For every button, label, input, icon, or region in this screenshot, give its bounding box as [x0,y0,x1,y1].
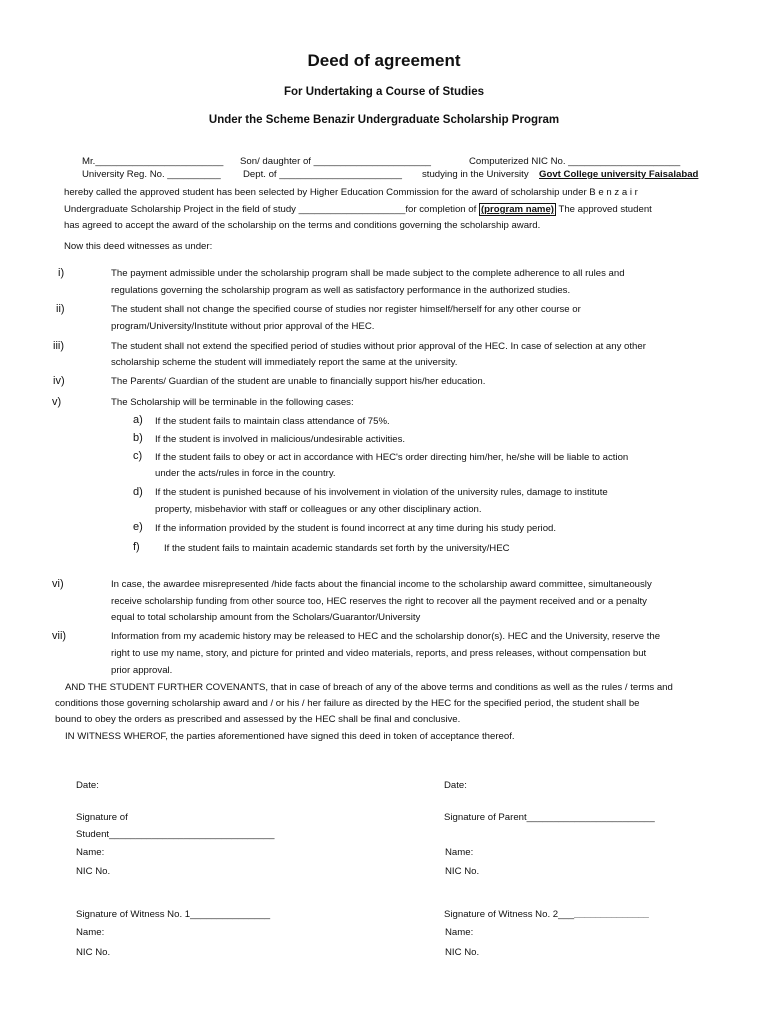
subitem-b-line-1: If the student is involved in malicious/undesirable activities. [155,434,406,445]
witness-2-label: Signature of Witness No. 2___ [444,909,575,920]
item-i-line-1: The payment admissible under the scholarship program shall be made subject to the complete adherence to all rules and [111,268,625,279]
item-ii-line-2: program/University/Institute without prior approval of the HEC. [111,321,375,332]
subitem-e-line-1: If the information provided by the student is found incorrect at any time during his study period. [155,523,557,534]
intro-line-2b: The approved student [555,204,652,215]
item-number-i: i) [58,267,65,279]
witness-2-underline: ______________ [574,909,649,920]
name-right-2: Name: [445,927,474,938]
subitem-letter-b: b) [133,432,143,444]
item-vii-line-1: Information from my academic history may be released to HEC and the scholarship donor(s). HEC and the University, reserve the [111,631,661,642]
nic-right-2: NIC No. [445,947,480,958]
nic-right-1: NIC No. [445,866,480,877]
covenant-line-4: IN WITNESS WHEROF, the parties aforementioned have signed this deed in token of acceptance thereof. [65,731,515,742]
nic-left-2: NIC No. [76,947,111,958]
subitem-a-line-1: If the student fails to maintain class attendance of 75%. [155,416,390,427]
item-vii-line-3: prior approval. [111,665,173,676]
subitem-letter-f: f) [133,541,140,553]
item-iii-line-2: scholarship scheme the student will immediately report the same at the university. [111,357,458,368]
reg-no-field: University Reg. No. __________ [82,169,221,180]
signature-parent-line: Signature of Parent________________________ [444,812,655,823]
item-number-ii: ii) [56,303,65,315]
signature-student-line: Student_______________________________ [76,829,275,840]
intro-line-1: hereby called the approved student has been selected by Higher Education Commission for the award of scholarship under B e n z a i r [64,187,638,198]
subitem-c-line-1: If the student fails to obey or act in accordance with HEC's order directing him/her, he/she will be liable to action [155,452,629,463]
covenant-line-3: bound to obey the orders as prescribed and assessed by the HEC shall be final and conclusive. [55,714,461,725]
item-iii-line-1: The student shall not extend the specified period of studies without prior approval of the HEC. In case of selection at any other [111,341,646,352]
item-number-vii: vii) [52,630,67,642]
covenant-line-1: AND THE STUDENT FURTHER COVENANTS, that in case of breach of any of the above terms and conditions as well as the rules / terms and [65,682,673,693]
document-subtitle-scheme: Under the Scheme Benazir Undergraduate Scholarship Program [208,114,560,126]
subitem-letter-d: d) [133,486,143,498]
document-subtitle-course: For Undertaking a Course of Studies [284,86,484,98]
subitem-letter-c: c) [133,450,143,462]
signature-student-label: Signature of [76,812,128,823]
intro-line-2a: Undergraduate Scholarship Project in the field of study ____________________for completion of [64,204,479,215]
subitem-c-line-2: under the acts/rules in force in the country. [155,468,336,479]
item-vi-line-3: equal to total scholarship amount from the Scholars/Guarantor/University [111,612,421,623]
covenant-line-2: conditions those governing scholarship award and / or his / her failure as directed by the HEC for the specified period, the student shall be [55,698,640,709]
item-number-iv: iv) [53,375,65,387]
subitem-letter-a: a) [133,414,143,426]
name-right-1: Name: [445,847,474,858]
subitem-letter-e: e) [133,521,143,533]
subitem-f-line-1: If the student fails to maintain academic standards set forth by the university/HEC [164,543,510,554]
subitem-d-line-1: If the student is punished because of his involvement in violation of the university rules, damage to institute [155,487,608,498]
item-vi-line-1: In case, the awardee misrepresented /hide facts about the financial income to the scholarship award committee, simultaneously [111,579,652,590]
witness-2-line [444,909,649,921]
witness-intro: Now this deed witnesses as under: [64,241,213,252]
item-iv-line-1: The Parents/ Guardian of the student are unable to financially support his/her education. [111,376,486,387]
item-number-iii: iii) [53,340,64,352]
item-ii-line-1: The student shall not change the specified course of studies nor register himself/herself for any other course or [111,304,581,315]
university-name: Govt College university Faisalabad [539,169,699,180]
dept-field: Dept. of _______________________ [243,169,402,180]
document-title: Deed of agreement [307,51,461,70]
name-left-1: Name: [76,847,105,858]
item-number-v: v) [52,396,62,408]
item-v-line-1: The Scholarship will be terminable in the following cases: [111,397,354,408]
name-left-2: Name: [76,927,105,938]
nic-left-1: NIC No. [76,866,111,877]
subitem-d-line-2: property, misbehavior with staff or colleagues or any other disciplinary action. [155,504,482,515]
intro-line-3: has agreed to accept the award of the scholarship on the terms and conditions governing the scholarship award. [64,220,541,231]
item-number-vi: vi) [52,578,64,590]
item-i-line-2: regulations governing the scholarship program as well as satisfactory performance in the authorized studies. [111,285,571,296]
witness-1-line: Signature of Witness No. 1_______________ [76,909,271,920]
program-name-box: (program name) [480,204,554,215]
son-daughter-field: Son/ daughter of ______________________ [240,156,431,167]
intro-line-2 [64,204,652,216]
item-vi-line-2: receive scholarship funding from other source too, HEC reserves the right to recover all the payment received and or a penalty [111,596,647,607]
cnic-field: Computerized NIC No. _____________________ [469,156,681,167]
item-vii-line-2: right to use my name, story, and picture for printed and video materials, reports, and press releases, without compensation but [111,648,647,659]
mr-field: Mr.________________________ [82,156,224,167]
studying-label: studying in the University [422,169,529,180]
date-right: Date: [444,780,467,791]
date-left: Date: [76,780,99,791]
